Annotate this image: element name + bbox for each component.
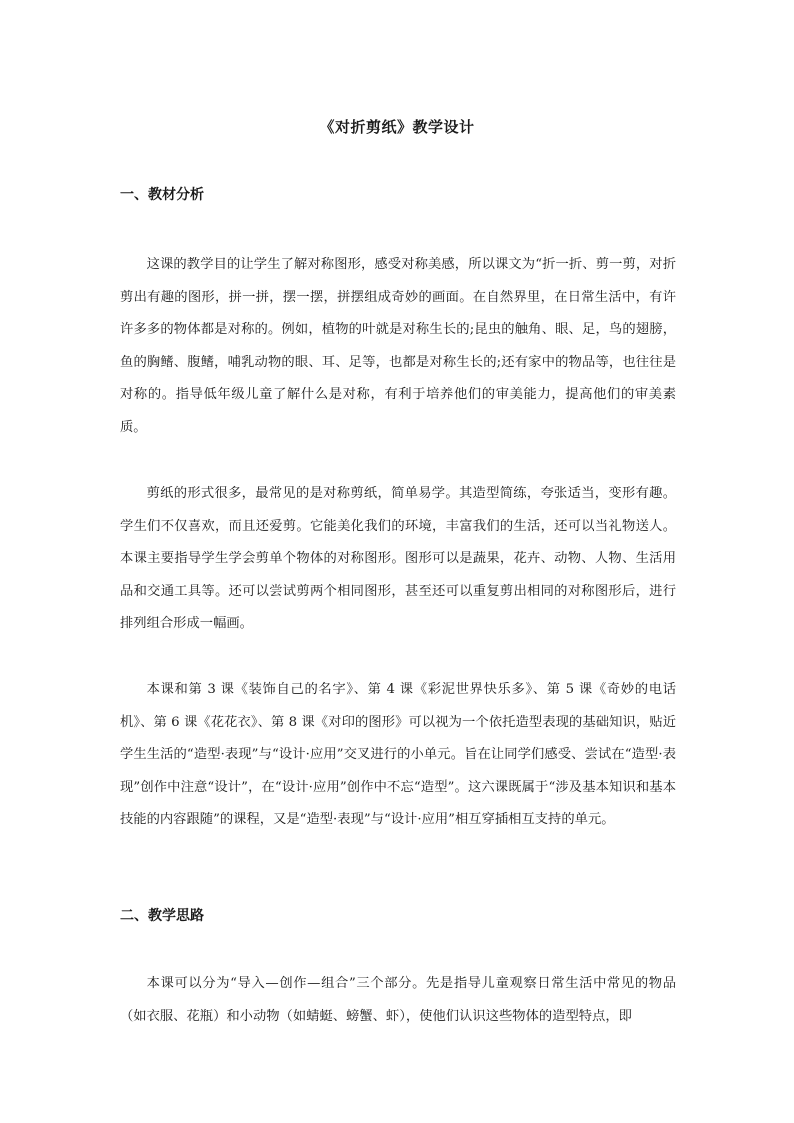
document-title: 《对折剪纸》教学设计 xyxy=(319,118,475,136)
paragraph: 本课和第 3 课《装饰自己的名字》、第 4 课《彩泥世界快乐多》、第 5 课《奇妙的电话机》、第 6 课《花花衣》、第 8 课《对印的图形》可以视为一个依托造型表现的基础知识，贴近学生生活的“造型·表现”与“设计·应用”交叉进行的小单元。旨在让同学们感受、尝试在“造型·表现”创作中注意“设计”，在“设计·应用”创作中不忘“造型”。这六课既属于“涉及基本知识和基本技能的内容跟随”的课程，又是“造型·表现”与“设计·应用”相互穿插相互支持的单元。 xyxy=(120,682,676,827)
paragraph: 本课可以分为“导入—创作—组合”三个部分。先是指导儿童观察日常生活中常见的物品（如衣服、花瓶）和小动物（如蜻蜓、螃蟹、虾），使他们认识这些物体的造型特点，即 xyxy=(120,976,676,1024)
paragraph: 剪纸的形式很多，最常见的是对称剪纸，简单易学。其造型简练，夸张适当，变形有趣。学生们不仅喜欢，而且还爱剪。它能美化我们的环境，丰富我们的生活，还可以当礼物送人。本课主要指导学生学会剪单个物体的对称图形。图形可以是蔬果，花卉、动物、人物、生活用品和交通工具等。还可以尝试剪两个相同图形，甚至还可以重复剪出相同的对称图形后，进行排列组合形成一幅画。 xyxy=(120,486,676,631)
section-heading-teaching-approach: 二、教学思路 xyxy=(120,908,204,924)
paragraph: 这课的教学目的让学生了解对称图形，感受对称美感，所以课文为“折一折、剪一剪，对折剪出有趣的图形，拼一拼，摆一摆，拼摆组成奇妙的画面。在自然界里，在日常生活中，有许许多多的物体都是对称的。例如，植物的叶就是对称生长的;昆虫的触角、眼、足，鸟的翅膀，鱼的胸鳍、腹鳍，哺乳动物的眼、耳、足等，也都是对称生长的;还有家中的物品等，也往往是对称的。指导低年级儿童了解什么是对称，有利于培养他们的审美能力，提高他们的审美素质。 xyxy=(120,257,676,435)
section-heading-textbook-analysis: 一、教材分析 xyxy=(120,187,204,203)
